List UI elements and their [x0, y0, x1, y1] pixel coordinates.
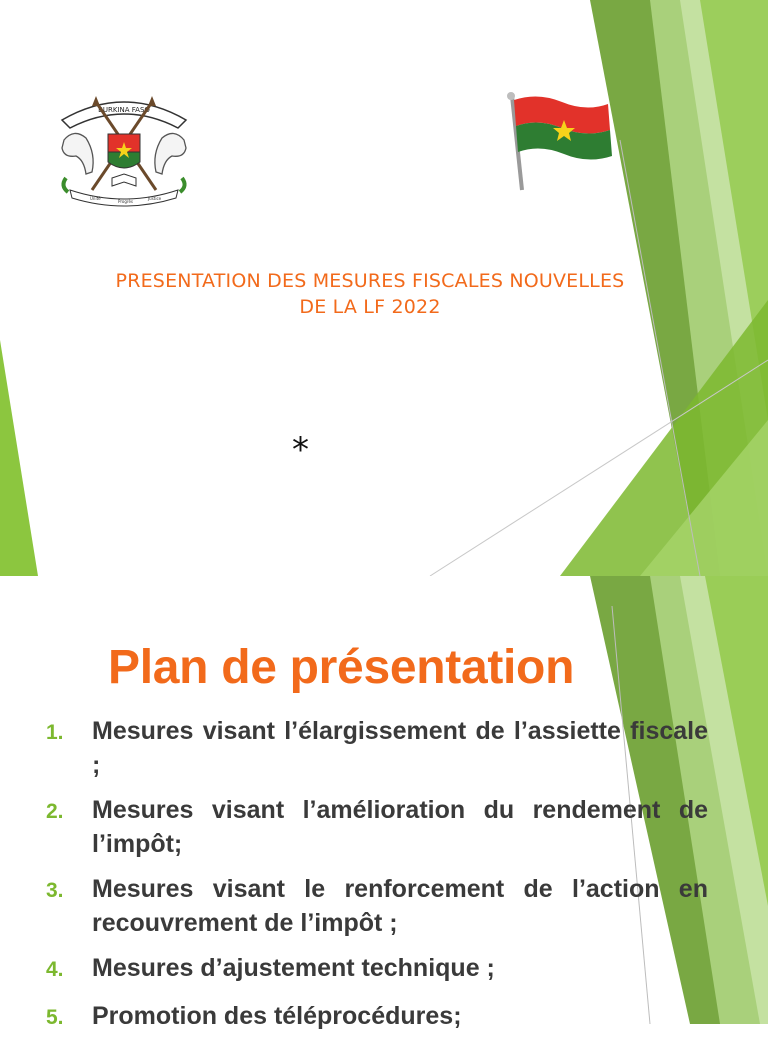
item-text: Promotion des téléprocédures;	[92, 1002, 462, 1030]
plan-title: Plan de présentation	[108, 641, 575, 694]
item-text: Mesures visant l’élargissement de l’assiette fiscale ;	[92, 717, 708, 779]
asterisk-mark: *	[292, 430, 309, 470]
item-number: 2.	[46, 800, 64, 823]
burkina-flag-icon	[500, 90, 620, 194]
plan-list	[46, 714, 708, 1047]
item-number: 1.	[46, 721, 64, 744]
burkina-coat-of-arms-icon	[56, 82, 192, 210]
svg-text:BURKINA FASO: BURKINA FASO	[98, 106, 150, 114]
item-text: Mesures visant le renforcement de l’action en recouvrement de l’impôt ;	[92, 875, 708, 937]
list-item	[46, 951, 708, 988]
item-number: 4.	[46, 958, 64, 981]
list-item	[46, 714, 708, 782]
list-item	[46, 999, 708, 1036]
left-green-sliver	[0, 340, 38, 576]
item-number: 5.	[46, 1006, 64, 1029]
list-item	[46, 793, 708, 861]
slide-title	[60, 268, 680, 320]
title-line-2: DE LA LF 2022	[299, 296, 441, 318]
item-text: Mesures d’ajustement technique ;	[92, 954, 495, 982]
svg-text:Progrès: Progrès	[118, 199, 133, 204]
item-text: Mesures visant l’amélioration du rendement de l’impôt;	[92, 796, 708, 858]
list-item	[46, 872, 708, 940]
svg-text:Unité: Unité	[90, 196, 101, 201]
svg-text:Justice: Justice	[148, 196, 162, 201]
item-number: 3.	[46, 879, 64, 902]
title-line-1: PRESENTATION DES MESURES FISCALES NOUVELLES	[115, 270, 625, 292]
